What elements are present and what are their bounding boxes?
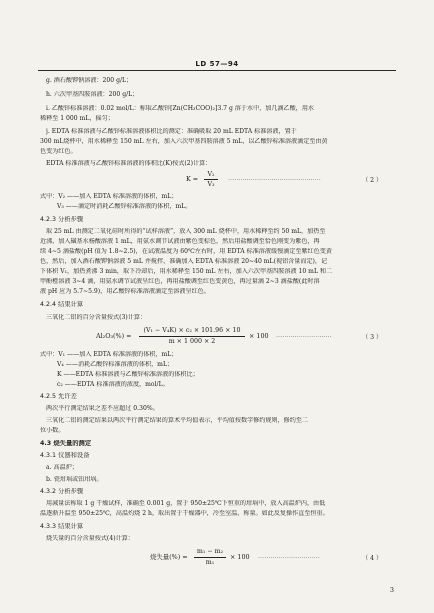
- header-rule: [38, 70, 396, 71]
- formula-4-numerator: m₁ − m₂: [196, 548, 224, 555]
- section-4-2-3-title: 4.2.3 分析步骤: [40, 216, 84, 223]
- section-4-2-4-title: 4.2.4 结果计算: [40, 301, 84, 308]
- formula-2-lhs: K =: [186, 175, 199, 183]
- section-4-2-5-title: 4.2.5 允许差: [40, 393, 77, 400]
- section-4-2-3-line-5: 下体积 V₁，加热煮沸 3 min，取下冷却后，用水稀释至 150 mL 左右，加入六次甲基四胺溶液 10 mL 和二: [40, 268, 333, 275]
- formula-2-number: （ 2 ）: [362, 177, 383, 184]
- formula-3-tail: × 100: [249, 332, 269, 340]
- standard-code-header: LD 57—94: [195, 60, 239, 68]
- formula-2-denominator: V₃: [207, 181, 215, 188]
- reagent-j-cont-1: 300 mL烧杯中，用水稀释至 150 mL 左右，加入六次甲基四胺溶液 5 mL，以乙酸锌标准溶液滴定至由黄: [40, 138, 328, 145]
- section-4-3-1-item-a: a. 高温炉；: [46, 464, 78, 471]
- formula-4-denominator: m₁: [205, 559, 215, 566]
- reagent-j-cont-2: 色变为红色。: [40, 148, 77, 155]
- section-4-3-2-line-2: 温逐渐升温至 950±25℃，高温灼烧 2 h，取出置于干燥器中，冷至室温，称量。如此反复操作直至恒重。: [40, 510, 329, 517]
- section-4-2-5-line-3: 位小数。: [40, 427, 65, 434]
- formula-3-bar: [139, 336, 245, 337]
- section-4-2-3-line-6: 甲酚橙溶液 3~4 滴，用氨水调节试液呈红色，再用盐酸调至红色变黄色，再过量滴 2~3 滴盐酸(此时溶: [40, 278, 320, 285]
- reagent-i: i. 乙酸锌标准溶液：0.02 mol/L：称取乙酸锌[Zn(CH₃COO)₂]3.7 g 溶于水中，加几滴乙酸，用水: [46, 105, 315, 112]
- section-4-3-2-title: 4.3.2 分析步骤: [40, 488, 84, 495]
- volume-ratio-intro: EDTA 标准溶液与乙酸锌标准溶液的体积比(K)按式(2)计算：: [46, 160, 212, 167]
- section-4-3-3-title: 4.3.3 结果计算: [40, 523, 84, 530]
- section-4-2-3-line-4: 色，然后，加入酒石酸钾钠溶液 5 mL 并搅拌，准确加入 EDTA 标准溶液 20~40 mL(视铝含量而定)，记: [40, 258, 328, 265]
- formula-3-lhs: Al₂O₃(%) =: [96, 332, 132, 340]
- formula-2-var-1: 式中：V₂ ——加入 EDTA 标准溶液的体积，mL；: [40, 193, 178, 200]
- section-4-2-4-intro: 三氧化二铝的百分含量按式(3)计算：: [46, 314, 147, 321]
- formula-4-bar: [194, 557, 226, 558]
- formula-2-dots: ………………………………………: [228, 175, 321, 182]
- formula-3-dots: ………………………: [276, 332, 332, 339]
- formula-4-tail: × 100: [230, 553, 250, 561]
- formula-3-var-2: V₄ ——消耗乙酸锌标准溶液的体积，mL；: [57, 361, 174, 368]
- reagent-h: h. 六次甲基四胺溶液：200 g/L；: [46, 91, 139, 98]
- formula-2-var-2: V₃ ——滴定时消耗乙酸锌标准溶液的体积，mL。: [57, 203, 192, 210]
- formula-4-dots: …………………………: [258, 553, 320, 560]
- section-4-2-5-line-2: 三氧化二铝的测定结果以两次平行测定结果的算术平均值表示，平均值按数字修约规则，修约至二: [46, 417, 309, 424]
- section-4-2-3-line-3: 续 4~5 滴盐酸(pH 值为 1.8~2.5)，在试液温度为 60℃左右时，用 EDTA 标准溶液缓慢滴定至紫红色变黄: [40, 248, 332, 255]
- section-4-3-title: 4.3 烧失量的测定: [40, 440, 92, 447]
- formula-3-number: （ 3 ）: [362, 334, 383, 341]
- section-4-3-1-title: 4.3.1 仪器和设备: [40, 452, 90, 459]
- formula-3-denominator: m × 1 000 × 2: [168, 338, 216, 345]
- formula-4-lhs: 烧失量(%) =: [150, 553, 188, 561]
- formula-2-numerator: V₂: [207, 171, 215, 178]
- formula-2-bar: [204, 179, 218, 180]
- reagent-g: g. 酒石酸钾钠溶液：200 g/L；: [46, 77, 133, 84]
- section-4-3-3-intro: 烧失量的百分含量按式(4)计算：: [46, 535, 134, 542]
- page-number: 3: [389, 586, 394, 594]
- formula-3-numerator: (V₁ − V₄K) × c₂ × 101.96 × 10: [143, 327, 241, 334]
- section-4-2-3-line-1: 取 25 mL 由测定二氧化硅时所得的“试样溶液”，放入 300 mL 烧杯中，用水稀释至约 50 mL，加热至: [46, 228, 326, 235]
- formula-3-var-4: c₂ ——EDTA 标准溶液的浓度，mol/L。: [57, 381, 169, 388]
- reagent-j: j. EDTA 标准溶液与乙酸锌标准溶液体积比的测定：准确吸取 20 mL EDTA 标准溶液，置于: [46, 128, 297, 135]
- section-4-3-2-line-1: 用减量法称取 1 g 干燥试样，准确至 0.001 g，置于 950±25℃下恒重的坩埚中，放入高温炉内，由低: [46, 500, 326, 507]
- section-4-2-5-line-1: 两次平行测定结果之差不应超过 0.30%。: [46, 405, 159, 412]
- section-4-2-3-line-2: 近沸，加入磺基水杨酸溶液 1 mL，用氨水调节试液由紫色变棕色，然后用盐酸调至恰色刚变为紫色，再: [40, 238, 320, 245]
- formula-3-var-3: K ——EDTA 标准溶液与乙酸锌标准溶液的体积比；: [57, 371, 199, 378]
- formula-4-number: （ 4 ）: [362, 555, 383, 562]
- formula-3-var-1: 式中：V₁ ——加入 EDTA 标准溶液的体积，mL；: [40, 351, 178, 358]
- section-4-3-1-item-b: b. 瓷坩埚或铂坩埚。: [46, 476, 103, 483]
- reagent-i-cont: 稀释至 1 000 mL，摇匀；: [40, 115, 114, 122]
- section-4-2-3-line-7: 液 pH 应为 5.7~5.9)，用乙酸锌标准溶液滴定至溶液呈红色。: [40, 288, 210, 295]
